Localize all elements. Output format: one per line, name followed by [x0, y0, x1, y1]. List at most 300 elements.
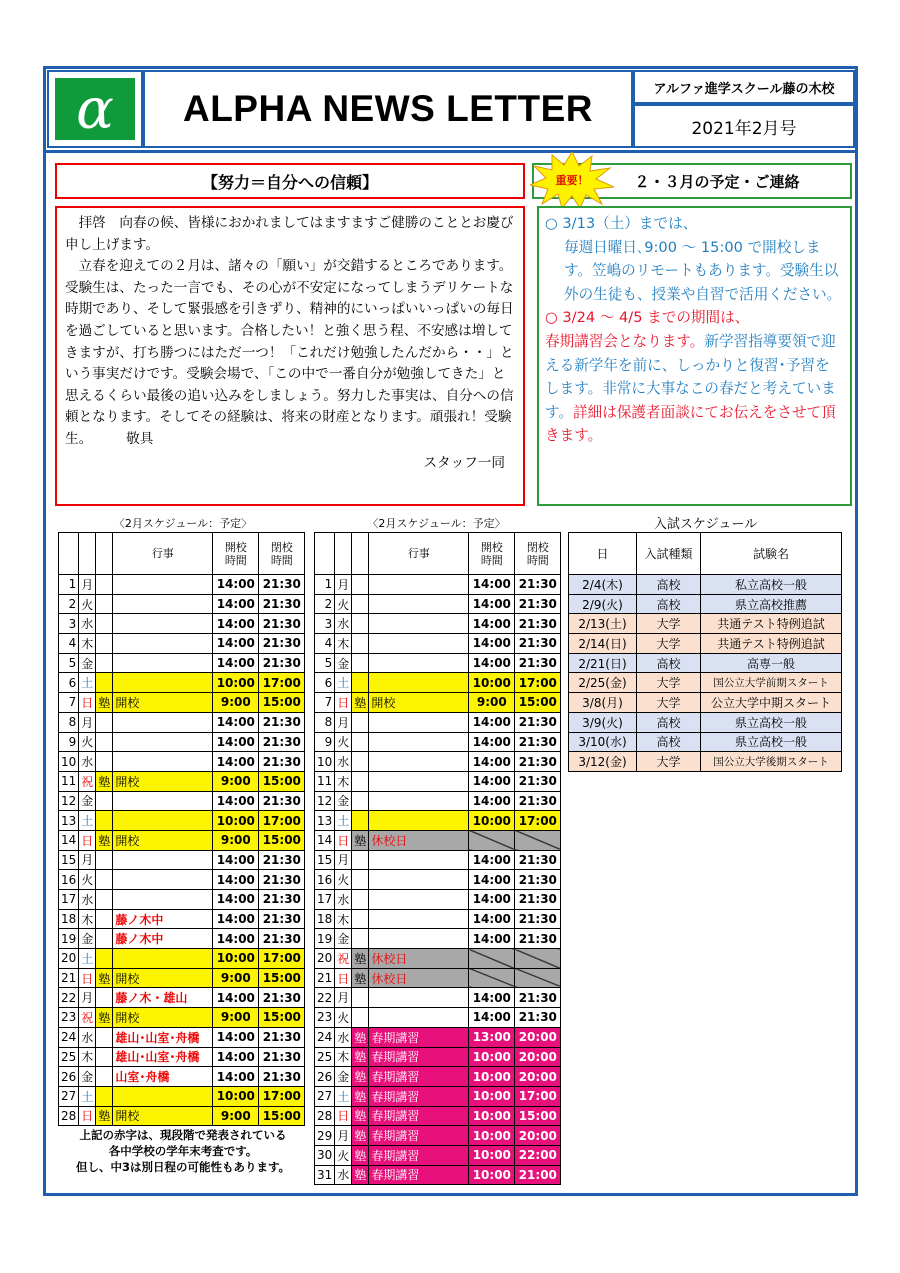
exam-date: 3/12(金)	[569, 752, 637, 772]
exam-row	[569, 653, 842, 673]
open-time: 9:00	[213, 693, 259, 713]
schedule-row	[315, 870, 561, 890]
close-time: 21:30	[259, 732, 305, 752]
alpha-logo-icon	[55, 78, 135, 140]
close-time: 21:30	[515, 653, 561, 673]
open-time: 9:00	[213, 1008, 259, 1028]
schedule-row	[59, 673, 305, 693]
event-cell	[113, 634, 213, 654]
title-box	[143, 70, 633, 148]
day-number: 24	[59, 1027, 79, 1047]
exam-kind: 高校	[637, 653, 701, 673]
header-open: 開校 時間	[213, 533, 259, 575]
schedule-row	[315, 811, 561, 831]
schedule-row	[59, 890, 305, 910]
open-time: 10:00	[469, 811, 515, 831]
weekday: 木	[335, 771, 352, 791]
weekday: 土	[79, 949, 96, 969]
event-cell	[369, 614, 469, 634]
open-time: 14:00	[213, 909, 259, 929]
event-cell: 雄山･山室･舟橋	[113, 1047, 213, 1067]
footnote-line-1: 上記の赤字は、現段階で発表されている	[79, 1128, 287, 1142]
day-number: 31	[315, 1165, 335, 1185]
day-number: 19	[315, 929, 335, 949]
day-number: 9	[315, 732, 335, 752]
event-cell: 開校	[369, 693, 469, 713]
day-number: 18	[59, 909, 79, 929]
schedule-row	[59, 614, 305, 634]
close-time: 17:00	[259, 1086, 305, 1106]
header-juku	[352, 533, 369, 575]
open-time-closed	[469, 830, 515, 850]
juku-mark: 塾	[352, 1047, 369, 1067]
event-cell: 藤ノ木中	[113, 909, 213, 929]
weekday: 金	[335, 929, 352, 949]
schedule-row	[315, 830, 561, 850]
open-time: 13:00	[469, 1027, 515, 1047]
weekday: 日	[335, 830, 352, 850]
schedule-row	[59, 830, 305, 850]
exam-row	[569, 752, 842, 772]
day-number: 22	[315, 988, 335, 1008]
juku-mark	[96, 850, 113, 870]
juku-mark	[96, 988, 113, 1008]
event-cell: 雄山･山室･舟橋	[113, 1027, 213, 1047]
close-time-closed	[515, 968, 561, 988]
exam-kind: 大学	[637, 614, 701, 634]
day-number: 27	[59, 1086, 79, 1106]
schedule-row	[315, 594, 561, 614]
weekday: 金	[335, 653, 352, 673]
juku-mark: 塾	[352, 1145, 369, 1165]
event-cell: 開校	[113, 1008, 213, 1028]
event-cell	[369, 634, 469, 654]
close-time: 15:00	[259, 693, 305, 713]
open-time: 14:00	[469, 988, 515, 1008]
schedule-row	[59, 968, 305, 988]
open-time: 10:00	[213, 811, 259, 831]
schedule-row	[315, 771, 561, 791]
day-number: 4	[59, 634, 79, 654]
juku-mark	[352, 634, 369, 654]
juku-mark: 塾	[352, 968, 369, 988]
weekday: 金	[335, 791, 352, 811]
close-time: 21:30	[259, 614, 305, 634]
juku-mark	[96, 909, 113, 929]
day-number: 20	[315, 949, 335, 969]
exam-date: 2/14(日)	[569, 634, 637, 654]
header-day-num	[315, 533, 335, 575]
day-number: 29	[315, 1126, 335, 1146]
day-number: 17	[59, 890, 79, 910]
open-time: 10:00	[469, 1086, 515, 1106]
juku-mark	[352, 929, 369, 949]
close-time: 21:30	[515, 1008, 561, 1028]
open-time: 10:00	[469, 1165, 515, 1185]
juku-mark	[96, 1047, 113, 1067]
weekday: 火	[335, 594, 352, 614]
exam-name: 国公立大学前期スタート	[701, 673, 842, 693]
weekday: 土	[79, 811, 96, 831]
schedule-row	[59, 1008, 305, 1028]
close-time: 21:30	[259, 752, 305, 772]
open-time: 14:00	[469, 791, 515, 811]
close-time: 21:30	[515, 634, 561, 654]
day-number: 16	[315, 870, 335, 890]
event-cell: 開校	[113, 830, 213, 850]
schedule-row	[315, 988, 561, 1008]
event-cell: 休校日	[369, 968, 469, 988]
juku-mark	[96, 949, 113, 969]
close-time: 21:30	[515, 909, 561, 929]
day-number: 3	[315, 614, 335, 634]
letter-paragraph-1: 拝啓 向春の候、皆様におかれましてはますますご健勝のこととお慶び申し上げます。	[65, 215, 514, 253]
event-cell	[369, 811, 469, 831]
juku-mark: 塾	[352, 1106, 369, 1126]
event-cell: 春期講習	[369, 1086, 469, 1106]
notice-line-2: 毎週日曜日､9:00 ～ 15:00 で開校します。笠嶋のリモートもあります。受験生以外の生徒も、授業や自習で活用ください。	[563, 238, 842, 303]
important-burst-icon	[530, 152, 614, 208]
weekday: 水	[79, 614, 96, 634]
event-cell: 休校日	[369, 949, 469, 969]
juku-mark: 塾	[96, 830, 113, 850]
exam-name: 県立高校推薦	[701, 594, 842, 614]
day-number: 12	[315, 791, 335, 811]
day-number: 25	[315, 1047, 335, 1067]
event-cell: 開校	[113, 968, 213, 988]
juku-mark	[352, 988, 369, 1008]
juku-mark: 塾	[96, 1106, 113, 1126]
day-number: 7	[315, 693, 335, 713]
exam-name: 県立高校一般	[701, 712, 842, 732]
exam-row	[569, 575, 842, 595]
juku-mark	[352, 594, 369, 614]
schedule-row	[59, 929, 305, 949]
close-time: 15:00	[259, 771, 305, 791]
weekday: 月	[79, 988, 96, 1008]
event-cell	[369, 929, 469, 949]
weekday: 火	[79, 732, 96, 752]
open-time: 14:00	[213, 752, 259, 772]
exam-kind: 大学	[637, 634, 701, 654]
letter-paragraph-2: 立春を迎えての２月は、諸々の「願い」が交錯するところであります。受験生は、たった一言でも、その心が不安定になってしまうデリケートな時期であり、そして緊張感を引きずり、精神的にいっぱいいっぱいの毎日を過ごしていると思います。合格したい！と強く思う程、不安感は増してきますが、打ち勝つにはただ一つ！「これだけ勉強したんだから・・」という事実だけです。受験会場で、「この中で一番自分が勉強してきた」と思えるくらい最後の追い込みをしましょう。努力した事実は、自分への信頼となります。そしてその経験は、将来の財産となります。頑張れ！受験生。 敬具	[65, 258, 514, 447]
day-number: 15	[59, 850, 79, 870]
close-time: 21:30	[515, 752, 561, 772]
open-time: 14:00	[469, 771, 515, 791]
schedule-row	[59, 752, 305, 772]
weekday: 月	[335, 575, 352, 595]
event-cell: 休校日	[369, 830, 469, 850]
schedule-row	[59, 988, 305, 1008]
day-number: 30	[315, 1145, 335, 1165]
exam-name: 県立高校一般	[701, 732, 842, 752]
day-number: 27	[315, 1086, 335, 1106]
juku-mark	[96, 712, 113, 732]
juku-mark	[96, 614, 113, 634]
exam-schedule-table	[568, 532, 842, 772]
weekday: 水	[335, 1165, 352, 1185]
day-number: 21	[59, 968, 79, 988]
close-time: 21:30	[515, 791, 561, 811]
juku-mark	[96, 1067, 113, 1087]
close-time: 21:30	[259, 870, 305, 890]
schedule-row	[59, 1047, 305, 1067]
open-time: 14:00	[213, 594, 259, 614]
close-time: 17:00	[259, 673, 305, 693]
close-time-closed	[515, 949, 561, 969]
day-number: 16	[59, 870, 79, 890]
exam-name: 共通テスト特例追試	[701, 634, 842, 654]
schedule-row	[315, 1047, 561, 1067]
event-cell	[113, 890, 213, 910]
close-time: 21:30	[515, 890, 561, 910]
event-cell	[369, 988, 469, 1008]
event-cell	[113, 850, 213, 870]
schedule-row	[315, 693, 561, 713]
event-cell	[113, 653, 213, 673]
juku-mark: 塾	[96, 968, 113, 988]
event-cell	[113, 949, 213, 969]
open-time: 14:00	[213, 1027, 259, 1047]
schedule-row	[315, 653, 561, 673]
weekday: 金	[79, 791, 96, 811]
event-cell	[369, 712, 469, 732]
close-time: 21:30	[515, 575, 561, 595]
close-time: 21:30	[515, 594, 561, 614]
notice-details: 詳細は保護者面談にてお伝えをさせて頂きます。	[545, 403, 836, 445]
day-number: 12	[59, 791, 79, 811]
event-cell: 春期講習	[369, 1126, 469, 1146]
weekday: 金	[79, 929, 96, 949]
exam-name: 共通テスト特例追試	[701, 614, 842, 634]
exam-name: 私立高校一般	[701, 575, 842, 595]
juku-mark	[352, 653, 369, 673]
event-cell	[113, 594, 213, 614]
weekday: 日	[335, 693, 352, 713]
day-number: 8	[315, 712, 335, 732]
schedule-row	[315, 909, 561, 929]
close-time: 15:00	[515, 1106, 561, 1126]
juku-mark: 塾	[352, 949, 369, 969]
juku-mark: 塾	[352, 1067, 369, 1087]
open-time: 9:00	[213, 771, 259, 791]
open-time: 14:00	[469, 890, 515, 910]
exam-header-date: 日	[569, 533, 637, 575]
juku-mark	[96, 594, 113, 614]
open-time: 14:00	[469, 575, 515, 595]
open-time: 14:00	[213, 1067, 259, 1087]
juku-mark	[352, 673, 369, 693]
open-time: 10:00	[469, 1047, 515, 1067]
schedule-row	[59, 634, 305, 654]
weekday: 金	[79, 653, 96, 673]
schedule-row	[59, 909, 305, 929]
schedule-row	[315, 1008, 561, 1028]
juku-mark: 塾	[96, 771, 113, 791]
event-cell	[113, 712, 213, 732]
juku-mark: 塾	[96, 693, 113, 713]
schedule-row	[59, 870, 305, 890]
notice-line-1: ○ 3/13（土）までは、	[545, 215, 698, 232]
event-cell: 開校	[113, 693, 213, 713]
close-time: 21:30	[515, 771, 561, 791]
weekday: 祝	[79, 771, 96, 791]
feb-caption: 〈2月スケジュール：予定〉	[113, 517, 253, 530]
open-time: 10:00	[213, 673, 259, 693]
open-time: 14:00	[213, 988, 259, 1008]
event-cell: 開校	[113, 1106, 213, 1126]
exam-kind: 高校	[637, 732, 701, 752]
weekday: 日	[79, 693, 96, 713]
exam-date: 3/9(火)	[569, 712, 637, 732]
schedule-row	[59, 732, 305, 752]
schedule-row	[315, 634, 561, 654]
schedule-row	[315, 929, 561, 949]
event-cell	[113, 1086, 213, 1106]
event-cell	[369, 653, 469, 673]
schedule-row	[315, 673, 561, 693]
day-number: 22	[59, 988, 79, 1008]
day-number: 13	[315, 811, 335, 831]
weekday: 水	[335, 752, 352, 772]
exam-kind: 大学	[637, 673, 701, 693]
event-cell	[113, 811, 213, 831]
event-cell	[369, 673, 469, 693]
juku-mark	[352, 791, 369, 811]
day-number: 9	[59, 732, 79, 752]
close-time: 15:00	[515, 693, 561, 713]
day-number: 6	[59, 673, 79, 693]
day-number: 4	[315, 634, 335, 654]
juku-mark	[96, 870, 113, 890]
close-time: 17:00	[515, 811, 561, 831]
close-time: 21:30	[259, 909, 305, 929]
open-time: 14:00	[469, 732, 515, 752]
day-number: 15	[315, 850, 335, 870]
day-number: 25	[59, 1047, 79, 1067]
exam-kind: 高校	[637, 712, 701, 732]
event-cell: 春期講習	[369, 1027, 469, 1047]
juku-mark	[96, 1027, 113, 1047]
juku-mark	[352, 909, 369, 929]
juku-mark	[352, 752, 369, 772]
open-time: 10:00	[213, 949, 259, 969]
juku-mark	[96, 634, 113, 654]
exam-name: 公立大学中期スタート	[701, 693, 842, 713]
weekday: 水	[335, 614, 352, 634]
weekday: 木	[335, 1047, 352, 1067]
juku-mark: 塾	[96, 1008, 113, 1028]
schedule-row	[315, 575, 561, 595]
juku-mark: 塾	[352, 1126, 369, 1146]
weekday: 金	[335, 1067, 352, 1087]
weekday: 祝	[335, 949, 352, 969]
day-number: 26	[59, 1067, 79, 1087]
close-time: 21:30	[259, 850, 305, 870]
juku-mark	[352, 811, 369, 831]
schedule-row	[59, 1106, 305, 1126]
schedule-row	[59, 771, 305, 791]
event-cell	[369, 594, 469, 614]
weekday: 木	[335, 634, 352, 654]
open-time: 14:00	[469, 929, 515, 949]
mar-schedule-table	[314, 532, 561, 1185]
juku-mark	[352, 575, 369, 595]
close-time: 21:30	[259, 653, 305, 673]
schedule-row	[315, 1145, 561, 1165]
close-time: 22:00	[515, 1145, 561, 1165]
close-time: 21:30	[515, 929, 561, 949]
open-time: 14:00	[469, 712, 515, 732]
close-time: 21:30	[515, 712, 561, 732]
day-number: 11	[59, 771, 79, 791]
close-time: 17:00	[515, 673, 561, 693]
event-cell	[369, 771, 469, 791]
close-time: 17:00	[259, 949, 305, 969]
juku-mark: 塾	[352, 1086, 369, 1106]
day-number: 20	[59, 949, 79, 969]
weekday: 月	[79, 712, 96, 732]
logo-box	[47, 70, 143, 148]
close-time: 21:30	[515, 850, 561, 870]
close-time: 21:30	[259, 575, 305, 595]
event-cell: 藤ノ木中	[113, 929, 213, 949]
day-number: 19	[59, 929, 79, 949]
day-number: 14	[315, 830, 335, 850]
header-close: 閉校 時間	[515, 533, 561, 575]
open-time: 14:00	[469, 850, 515, 870]
open-time: 14:00	[213, 890, 259, 910]
event-cell: 春期講習	[369, 1106, 469, 1126]
event-cell	[113, 752, 213, 772]
event-cell	[369, 752, 469, 772]
event-cell: 開校	[113, 771, 213, 791]
open-time: 9:00	[213, 830, 259, 850]
close-time: 21:30	[259, 929, 305, 949]
exam-row	[569, 614, 842, 634]
event-cell: 春期講習	[369, 1145, 469, 1165]
open-time: 14:00	[213, 1047, 259, 1067]
notice-heading: ２・３月の予定・ご連絡	[532, 163, 852, 199]
juku-mark	[96, 732, 113, 752]
day-number: 14	[59, 830, 79, 850]
juku-mark	[352, 771, 369, 791]
schedule-row	[59, 712, 305, 732]
exam-date: 3/8(月)	[569, 693, 637, 713]
schedule-row	[315, 752, 561, 772]
open-time-closed	[469, 949, 515, 969]
schedule-row	[315, 712, 561, 732]
open-time: 10:00	[213, 1086, 259, 1106]
open-time: 14:00	[213, 850, 259, 870]
close-time: 21:30	[259, 1027, 305, 1047]
day-number: 10	[59, 752, 79, 772]
close-time: 20:00	[515, 1067, 561, 1087]
juku-mark	[96, 890, 113, 910]
open-time: 14:00	[213, 614, 259, 634]
exam-row	[569, 594, 842, 614]
day-number: 5	[315, 653, 335, 673]
open-time: 14:00	[213, 732, 259, 752]
event-cell	[369, 732, 469, 752]
juku-mark	[352, 850, 369, 870]
weekday: 日	[79, 1106, 96, 1126]
schedule-row	[59, 693, 305, 713]
exam-date: 3/10(水)	[569, 732, 637, 752]
open-time: 14:00	[469, 594, 515, 614]
open-time: 14:00	[213, 634, 259, 654]
open-time: 10:00	[469, 1106, 515, 1126]
